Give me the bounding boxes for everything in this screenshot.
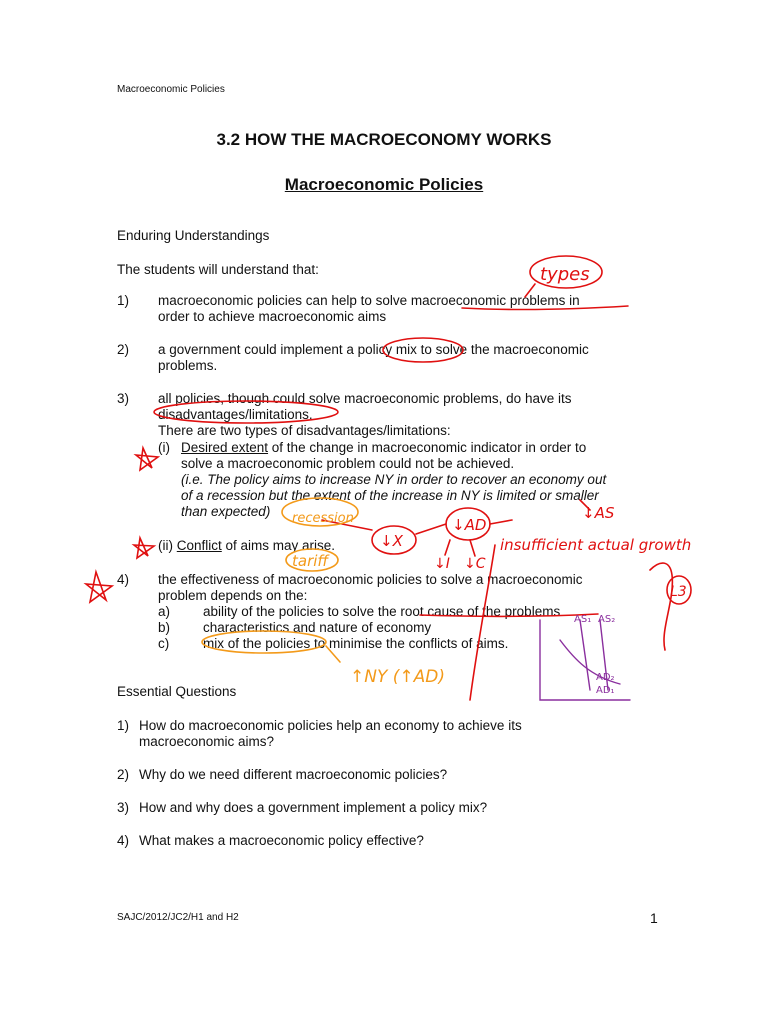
sub-i-line1 [181,440,660,456]
l3-note: L3 [670,584,687,600]
sub-i-example-line3: than expected) [181,504,271,519]
item-2-number: 2) [117,342,130,357]
item-4-line1: the effectiveness of macroeconomic policies to solve a macroeconomic [158,572,583,587]
item-4b-text: characteristics and nature of economy [203,620,432,635]
page-subtitle: Macroeconomic Policies [284,175,484,194]
item-2-line2: problems. [158,358,218,373]
eq-4-number: 4) [117,833,130,848]
as2-curve [600,620,608,690]
down-as-note: ↓AS [582,504,615,522]
item-4a-label: a) [158,604,171,619]
sub-i-example-line2: of a recession but the extent of the increase in NY is limited or smaller [181,488,599,503]
star-mark-3 [86,572,112,602]
star-mark-1 [136,448,158,470]
item-4-line2: problem depends on the: [158,588,308,603]
star-mark-2 [134,538,154,558]
arrow-x-ad [416,524,446,534]
recession-note: recession [292,511,354,526]
item-3-line3: There are two types of disadvantages/limitations: [158,423,451,438]
as2-label: AS₂ [598,614,616,625]
sub-ii-rest: of aims may arise. [221,538,336,553]
down-x-note: ↓X [380,532,403,550]
arrow-ad-c [470,540,475,556]
page-number: 1 [650,910,658,926]
as1-curve [580,620,590,690]
eq-1-number: 1) [117,718,130,733]
down-i-note: ↓I [434,556,450,572]
up-ny-note: ↑NY (↑AD) [350,667,445,687]
ad1-curve [560,640,620,684]
eq-3-number: 3) [117,800,130,815]
item-1-line2: order to achieve macroeconomic aims [158,309,387,324]
down-x-circle [372,526,416,554]
eq-2-line1: Why do we need different macroeconomic policies? [139,767,448,782]
sub-i-line2: solve a macroeconomic problem could not be achieved. [181,456,515,471]
footer-source: SAJC/2012/JC2/H1 and H2 [117,912,239,923]
insufficient-growth-note: insufficient actual growth [500,536,692,554]
arrow-ad-i [445,540,450,555]
sub-ii-line [158,538,335,554]
ad2-label: AD₂ [596,672,615,683]
conflict-term: Conflict [176,538,222,553]
types-circle [530,256,602,288]
eq-4-line1: What makes a macroeconomic policy effective? [139,833,424,848]
down-ad-note: ↓AD [452,516,487,534]
sub-i-line1-rest: of the change in macroeconomic indicator in order to [268,440,587,455]
essential-heading: Essential Questions [117,684,237,699]
l3-circle [667,576,691,604]
item-4c-text: mix of the policies to minimise the conflicts of aims. [203,636,509,651]
tariff-note: tariff [292,552,329,570]
item-3-line1: all policies, though could solve macroeconomic problems, do have its [158,391,572,406]
enduring-heading: Enduring Understandings [117,228,270,243]
ad1-label: AD₁ [596,685,615,696]
item-3-line2: disadvantages/limitations. [158,407,313,422]
arrow-recession-x [322,520,372,530]
eq-1-line2: macroeconomic aims? [139,734,275,749]
item-4b-label: b) [158,620,171,635]
as1-label: AS₁ [574,614,592,625]
sub-i-label: (i) [158,440,170,455]
item-4c-label: c) [158,636,170,651]
item-1-number: 1) [117,293,130,308]
eq-3-line1: How and why does a government implement a policy mix? [139,800,488,815]
ad-as-axes [540,620,630,700]
long-arrow [470,545,495,700]
sub-i-example-line1: (i.e. The policy aims to increase NY in order to recover an economy out [181,472,607,487]
desired-extent-term: Desired extent [181,440,269,455]
down-c-note: ↓C [464,556,486,572]
item-3-number: 3) [117,391,130,406]
running-header: Macroeconomic Policies [117,84,225,95]
eq-2-number: 2) [117,767,130,782]
sub-ii-label: (ii) [158,538,173,553]
types-note: types [540,264,590,285]
item-4-number: 4) [117,572,130,587]
eq-1-line1: How do macroeconomic policies help an economy to achieve its [139,718,522,733]
arrow-ad-insufficient [490,520,512,524]
item-2-line1: a government could implement a policy mix to solve the macroeconomic [158,342,589,357]
item-1-line1: macroeconomic policies can help to solve macroeconomic problems in [158,293,580,308]
page-title: 3.2 HOW THE MACROECONOMY WORKS [216,130,552,149]
item-4a-text: ability of the policies to solve the root cause of the problems [203,604,561,619]
enduring-intro: The students will understand that: [117,262,319,277]
